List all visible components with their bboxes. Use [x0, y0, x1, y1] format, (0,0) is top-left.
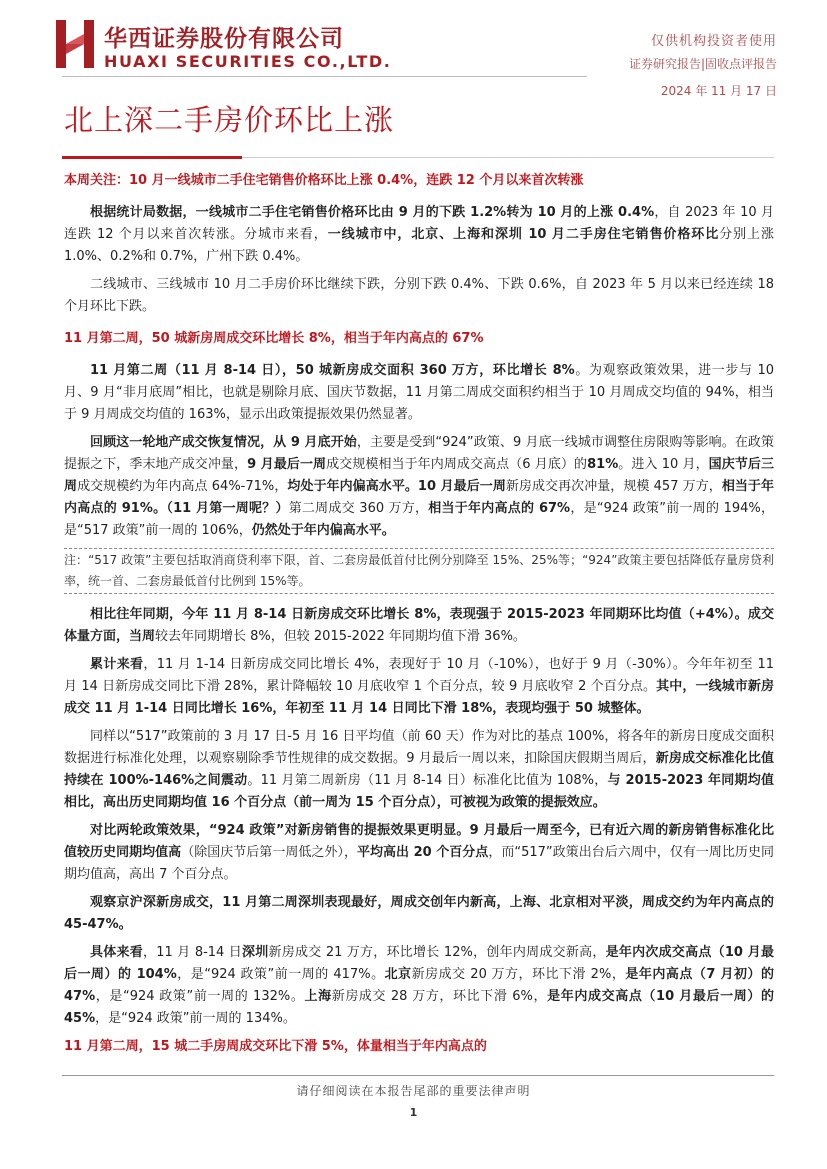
title-accent-rule	[62, 156, 242, 159]
page-number: 1	[409, 1106, 418, 1119]
p10-text-6: 新房成交 28 万方，环比下滑 6%，	[331, 989, 548, 1004]
p10-bold-6: 上海	[304, 989, 332, 1004]
company-name-en: HUAXI SECURITIES CO.,LTD.	[104, 52, 392, 71]
page-title: 北上深二手房价环比上涨	[64, 103, 395, 137]
p7-text-1: 同样以“517”政策前的 3 月 17 日-5 月 16 日平均值（前 60 天）作为对比的基点 100%，将各年的新房日度成交面积数据进行标准化处理，以观察剔除季节性规律的成交数据。9 月最后一周以来，扣除国庆假期当周后，	[64, 729, 774, 766]
huaxi-logo-icon	[56, 20, 94, 68]
p7-bold-1: 新房成交标准化比值持续在 100%-146%之间震动	[64, 751, 774, 788]
p7-text-2: 。11 月第二周新房（11 月 8-14 日）标准化比值为 108%，	[247, 773, 608, 788]
p3-text-1: 。为观察政策效果，进一步与 10 月、9 月“非月底周”相比，也就是剔除月底、国庆节数据，11 月第二周成交面积约相当于 10 月周成交均值的 94%，相当于 9 月周成交均值的 163%，显示出政策提振效果仍然显著。	[64, 363, 774, 422]
paragraph-9: 观察京沪深新房成交，11 月第二周深圳表现最好，周成交创年内新高，上海、北京相对平淡，周成交约为年内高点的 45-47%。	[64, 895, 774, 932]
p4-bold-3: 81%	[587, 457, 619, 472]
p10-text-3: ，是“924 政策”前一周的 417%。	[176, 967, 385, 982]
p4-text-7: ，是“924 政策”前一周的 194%，是“517 政策”前一周的 106%，	[64, 501, 774, 538]
p5-text-1: 较去年同期增长 8%，但较 2015-2022 年同期均值下滑 36%。	[155, 629, 526, 644]
p4-text-6: 第二周成交 360 万方，	[288, 501, 429, 516]
p10-bold-2: 深圳	[241, 945, 269, 960]
paragraph-5	[64, 604, 774, 648]
title-divider	[242, 157, 774, 158]
p4-bold-4: 国庆节后三周	[64, 457, 774, 494]
p10-text-2: 新房成交 21 万方，环比增长 12%，创年内周成交新高，	[268, 945, 606, 960]
p4-text-1: ，主要是受到“924”政策、9 月底一线城市调整住房限购等影响。在政策提振之下，季末地产成交冲量，	[64, 435, 774, 472]
section-heading-1: 本周关注：10 月一线城市二手住宅销售价格环比上涨 0.4%，连跌 12 个月以来首次转涨	[64, 173, 584, 188]
p8-text-2: ，而“517”政策出台后六周中，仅有一周比历史同期均值高，高出 7 个百分点。	[64, 845, 774, 882]
p10-bold-1: 具体来看	[90, 945, 144, 960]
p4-text-2: 成交规模相当于年内周成交高点（6 月底）的	[326, 457, 588, 472]
p10-bold-4: 北京	[384, 967, 412, 982]
p10-bold-5: 是年内高点（7 月初）的 47%	[64, 967, 774, 1004]
p10-bold-7: 是年内成交高点（10 月最后一周）的 45%	[64, 989, 774, 1026]
paragraph-6	[64, 654, 774, 720]
p4-text-5: 新房成交再次冲量，规模 457 万方，	[505, 479, 722, 494]
paragraph-4	[64, 432, 774, 542]
section-heading-3: 11 月第二周，15 城二手房周成交环比下滑 5%，体量相当于年内高点的	[64, 1039, 487, 1054]
p4-bold-7: 相当于年内高点的 67%	[428, 501, 571, 516]
p1-text-2: 分别上涨 1.0%、0.2%和 0.7%，广州下跌 0.4%。	[64, 227, 774, 264]
p1-bold-1: 根据统计局数据，一线城市二手住宅销售价格环比由 9 月的下跌 1.2%转为 10 月的上涨 0.4%	[90, 205, 655, 220]
p10-bold-3: 是年内次成交高点（10 月最后一周）的 104%	[64, 945, 774, 982]
p10-text-4: 新房成交 20 万方，环比下滑 2%，	[411, 967, 626, 982]
report-date: 2024 年 11 月 17 日	[660, 84, 777, 98]
p5-bold-1: 相比往年同期，今年 11 月 8-14 日新房成交环比增长 8%，表现强于 2015-2023 年同期环比均值（+4%）。成交体量方面，当周	[64, 607, 774, 644]
paragraph-3	[64, 360, 774, 426]
policy-note: 注：“517 政策”主要包括取消商贷利率下限，首、二套房最低首付比例分别降至 15%、25%等；“924”政策主要包括降低存量房贷利率，统一首、二套房最低首付比例到 15%等。	[64, 548, 774, 594]
legal-disclaimer-notice: 请仔细阅读在本报告尾部的重要法律声明	[296, 1084, 531, 1098]
section-heading-2: 11 月第二周，50 城新房周成交环比增长 8%，相当于年内高点的 67%	[64, 331, 484, 346]
p10-text-5: ，是“924 政策”前一周的 132%。	[95, 989, 305, 1004]
paragraph-2: 二线城市、三线城市 10 月二手房价环比继续下跌，分别下跌 0.4%、下跌 0.6%，自 2023 年 5 月以来已经连续 18 个月环比下跌。	[64, 277, 774, 314]
p6-bold-2: 其中，一线城市新房成交 11 月 1-14 日同比增长 16%，年初至 11 月 14 日同比下滑 18%，表现均强于 50 城整体。	[64, 679, 774, 716]
p6-bold-1: 累计来看	[90, 657, 144, 672]
p4-text-4: 成交规模约为年内高点 64%-71%，	[77, 479, 288, 494]
report-type-label: 证券研究报告|固收点评报告	[628, 57, 777, 71]
p4-bold-8: 仍然处于年内偏高水平。	[251, 523, 395, 538]
p6-text-1: ，11 月 1-14 日新房成交同比增长 4%，表现好于 10 月（-10%），也好于 9 月（-30%）。今年年初至 11 月 14 日新房成交同比下滑 28%，累计降幅较 10 月底收窄 1 个百分点，较 9 月底收窄 2 个百分点。	[64, 657, 774, 694]
p10-text-1: ，11 月 8-14 日	[143, 945, 242, 960]
p3-bold-1: 11 月第二周（11 月 8-14 日），50 城新房成交面积 360 万方，环比增长 8%	[90, 363, 575, 378]
p4-bold-6: 相当于年内高点的 91%。（11 月第一周呢？）	[64, 479, 774, 516]
p1-bold-2: 一线城市中，北京、上海和深圳 10 月二手房住宅销售价格环比	[327, 227, 720, 242]
audience-label: 仅供机构投资者使用	[650, 34, 777, 49]
p7-bold-2: 与 2015-2023 年同期均值相比，高出历史同期均值 16 个百分点（前一周为 15 个百分点），可被视为政策的提振效应。	[64, 773, 774, 810]
p8-bold-2: 平均高出 20 个百分点	[356, 845, 489, 860]
report-body	[64, 170, 774, 1058]
p4-bold-5: 均处于年内偏高水平。10 月最后一周	[287, 479, 506, 494]
p1-text-1: ，自 2023 年 10 月连跌 12 个月以来首次转涨。分城市来看，	[64, 205, 775, 242]
p4-text-3: 。进入 10 月，	[618, 457, 709, 472]
paragraph-7	[64, 726, 774, 814]
p4-bold-1: 回顾这一轮地产成交恢复情况，从 9 月底开始	[90, 435, 357, 450]
p4-bold-2: 9 月最后一周	[247, 457, 327, 472]
p8-text-1: （除国庆节后第一周低之外），	[181, 845, 357, 860]
company-name-cn: 华西证券股份有限公司	[104, 26, 344, 52]
paragraph-1	[64, 202, 774, 268]
paragraph-8	[64, 820, 774, 886]
paragraph-10	[64, 942, 774, 1030]
p10-text-7: ，是“924 政策”前一周的 134%。	[95, 1011, 296, 1026]
footer-divider	[62, 1075, 774, 1076]
header-divider	[62, 76, 587, 77]
p8-bold-1: 对比两轮政策效果，“924 政策”对新房销售的提振效果更明显。9 月最后一周至今，已有近六周的新房销售标准化比值较历史同期均值高	[64, 823, 774, 860]
